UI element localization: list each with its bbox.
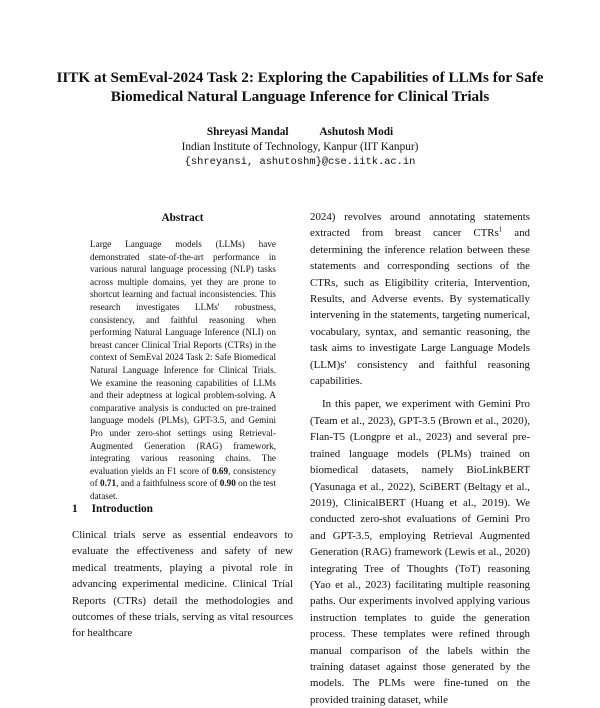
consistency-score: 0.71 bbox=[100, 478, 117, 489]
abstract-text-part: , and a faithfulness score of bbox=[116, 478, 220, 489]
author-email: {shreyansi, ashutoshm}@cse.iitk.ac.in bbox=[184, 156, 416, 168]
right-column bbox=[310, 209, 530, 708]
abstract-heading: Abstract bbox=[161, 212, 204, 224]
introduction-heading bbox=[72, 503, 153, 515]
abstract-text-part: , consistency of bbox=[90, 465, 277, 489]
author-names bbox=[40, 125, 560, 140]
abstract-text bbox=[90, 238, 276, 502]
introduction-paragraph: Clinical trials serve as essential endeavors to evaluate the effectiveness and safety of new medical treatments, playing a pivotal role in advancing experimental medicine. Clinical Trial Reports (CTRs) detail the methodologies and outcomes of these trials, serving as vital resources for healthcare bbox=[72, 529, 293, 640]
abstract-text-main: Large Language models (LLMs) have demonstrated state-of-the-art performance in various natural language processing (NLP) tasks across multiple domains, yet they are prone to shortcut learning and factual inconsistencies. This research investigates LLMs' robustness, consistency, and faithful reasoning when performing Natural Language Inference (NLI) on breast cancer Clinical Trial Reports (CTRs) in the context of SemEval 2024 Task 2: Safe Biomedical Natural Language Inference for Clinical Trials. We examine the reasoning capabilities of LLMs and their adeptness at logical problem-solving. A comparative analysis is conducted on pre-trained language models (PLMs), GPT-3.5, and Gemini Pro under zero-shot settings using Retrieval-Augmented Generation (RAG) framework, integrating various reasoning chains. The evaluation yields an F1 score of bbox=[90, 239, 276, 476]
author-block bbox=[40, 125, 560, 170]
author-name: Shreyasi Mandal bbox=[206, 126, 289, 138]
section-title: Introduction bbox=[91, 503, 153, 515]
author-name: Ashutosh Modi bbox=[319, 126, 394, 138]
footnote-mark[interactable]: 1 bbox=[498, 225, 503, 234]
f1-score: 0.69 bbox=[212, 465, 229, 476]
faithfulness-score: 0.90 bbox=[219, 478, 236, 489]
affiliation: Indian Institute of Technology, Kanpur (IIT Kanpur) bbox=[181, 141, 419, 153]
right-paragraph-1 bbox=[310, 209, 530, 389]
section-number: 1 bbox=[72, 503, 78, 515]
paper-title: IITK at SemEval-2024 Task 2: Exploring the Capabilities of LLMs for Safe Biomedical Natural Language Inference for Clinical Trials bbox=[56, 69, 544, 105]
paragraph-text: 2024) revolves around annotating statements extracted from breast cancer CTRs bbox=[310, 211, 530, 240]
abstract-text-part: on the test dataset. bbox=[90, 478, 277, 501]
paragraph-text: and determining the inference relation between these statements and corresponding sections of the CTRs, such as Eligibility criteria, Intervention, Results, and Adverse events. By systematically intervening in the statements, targeting numerical, vocabulary, syntax, and semantic reasoning, the task aims to investigate Large Language Models (LLM)s' consistency and faithful reasoning capabilities. bbox=[310, 227, 530, 388]
right-paragraph-2: In this paper, we experiment with Gemini Pro (Team et al., 2023), GPT-3.5 (Brown et al., 2020), Flan-T5 (Longpre et al., 2023) and several pre-trained language models (PLMs) trained on biomedical datasets, namely BioLinkBERT (Yasunaga et al., 2022), SciBERT (Beltagy et al., 2019), ClinicalBERT (Huang et al., 2019). We conducted zero-shot evaluations of Gemini Pro and GPT-3.5, employing Retrieval Augmented Generation (RAG) framework (Lewis et al., 2020) integrating Tree of Thoughts (ToT) reasoning (Yao et al., 2023) facilitating multiple reasoning paths. Our experiments involved applying various instruction templates to guide the generation process. These templates were refined through manual comparison of the labels within the training dataset against those generated by the models. The PLMs were fine-tuned on the provided training dataset, while bbox=[310, 398, 530, 706]
introduction-text bbox=[72, 527, 293, 642]
